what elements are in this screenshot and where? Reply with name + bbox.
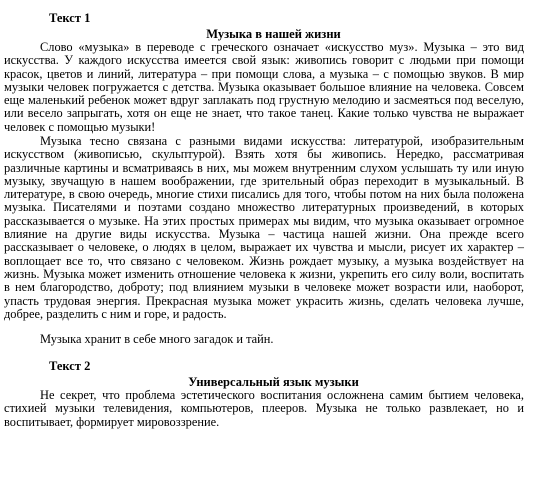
text1-title: Музыка в нашей жизни xyxy=(206,27,341,41)
text1-paragraph-1: Слово «музыка» в переводе с греческого означает «искусство муз». Музыка – это вид искусства. У каждого искусства имеется свой язык: живопись говорит с людьми при помощи красок, цветов и линий, литература – при помощи слова, а музыка – с помощью звуков. В мир музыки человек погружается с детства. Музыка оказывает большое влияние на человека. Совсем еще маленький ребенок может вдруг заплакать под грустную мелодию и засмеяться под веселую, или весело запрыгать, хотя он еще не знает, что такое танец. Какие только чувства не выражает человек с помощью музыки! xyxy=(4,40,524,134)
text2-label: Текст 2 xyxy=(49,359,91,373)
text1-paragraph-2: Музыка тесно связана с разными видами искусства: литературой, изобразительным искусством (живописью, скульптурой). Взять хотя бы живопись. Нередко, рассматривая различные картины и всматриваясь в них, мы можем внутренним слухом услышать ту или иную музыку, звучащую в нашем воображении, где зрительный образ переходит в музыкальный. В литературе, в свою очередь, многие стихи писались для того, чтобы потом на них была положена музыка. Писателями и поэтами создано множество литературных произведений, в которых рассказывается о музыке. На этих простых примерах мы видим, что музыка оказывает огромное влияние на другие виды искусства. Музыка – частица нашей жизни. Она прежде всего рассказывает о человеке, о людях в целом, выражает их чувства и мысли, рисует их характер – воплощает все то, что связано с человеком. Жизнь рождает музыку, а музыка воздействует на жизнь. Музыка может изменить отношение человека к жизни, укрепить его силу воли, воспитать в нем благородство, доброту; под влиянием музыки в человеке может возрасти или, наоборот, упасть трудовая энергия. Прекрасная музыка может украсить жизнь, сделать человека лучше, добрее, разделить с ним и горе, и радость. xyxy=(4,134,524,321)
text1-label: Текст 1 xyxy=(49,11,91,25)
text2-title: Универсальный язык музыки xyxy=(188,375,359,389)
text2-paragraph-1: Не секрет, что проблема эстетического воспитания осложнена самим бытием человека, стихией музыки телевидения, компьютеров, плееров. Музыка не только развлекает, но и воспитывает, формирует мировоззрение. xyxy=(4,388,524,429)
text1-paragraph-3: Музыка хранит в себе много загадок и тайн. xyxy=(40,332,274,346)
